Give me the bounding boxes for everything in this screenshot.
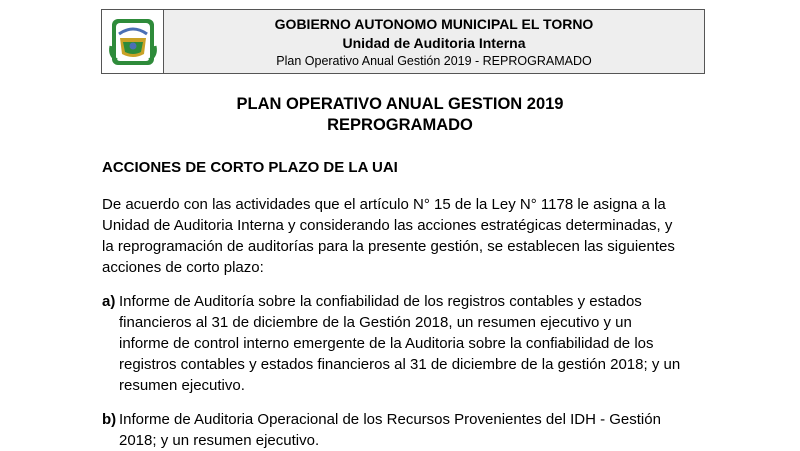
list-item-line: Informe de Auditoria Operacional de los Recursos Provenientes del IDH - Gestión bbox=[119, 411, 661, 428]
intro-line: la reprogramación de auditorías para la presente gestión, se establecen las siguientes bbox=[102, 238, 675, 255]
list-item-line: 2018; y un resumen ejecutivo. bbox=[119, 432, 320, 449]
unit-name: Unidad de Auditoria Interna bbox=[342, 35, 526, 51]
list-item-line: registros contables y estados financieros al 31 de diciembre de la gestión 2018; y un bbox=[119, 356, 681, 373]
list-item-label: a) bbox=[102, 293, 116, 310]
intro-line: De acuerdo con las actividades que el artículo N° 15 de la Ley N° 1178 le asigna a la bbox=[102, 196, 666, 213]
document-title-secondary: REPROGRAMADO bbox=[327, 116, 473, 134]
list-item-label: b) bbox=[102, 411, 117, 428]
list-item-line: informe de control interno emergente de la Auditoria sobre la confiabilidad de los bbox=[119, 335, 654, 352]
header-title-cell bbox=[164, 10, 704, 73]
intro-line: Unidad de Auditoria Interna y considerando las acciones estratégicas determinadas, y bbox=[102, 217, 673, 234]
municipal-logo-icon bbox=[107, 16, 159, 68]
header-subtitle: Plan Operativo Anual Gestión 2019 - REPROGRAMADO bbox=[276, 54, 592, 68]
intro-paragraph bbox=[102, 194, 705, 278]
document-title: PLAN OPERATIVO ANUAL GESTION 2019 bbox=[236, 95, 564, 113]
intro-line: acciones de corto plazo: bbox=[102, 259, 264, 276]
logo-cell bbox=[102, 10, 164, 73]
section-heading: ACCIONES DE CORTO PLAZO DE LA UAI bbox=[102, 159, 398, 176]
institution-name: GOBIERNO AUTONOMO MUNICIPAL EL TORNO bbox=[274, 16, 594, 32]
list-item-line: resumen ejecutivo. bbox=[119, 377, 245, 394]
list-item-text bbox=[119, 291, 705, 396]
list-item-line: financieros al 31 de diciembre de la Gestión 2018, un resumen ejecutivo y un bbox=[119, 314, 632, 331]
list-item bbox=[102, 291, 705, 396]
document-header bbox=[101, 9, 705, 74]
list-item-line: Informe de Auditoría sobre la confiabilidad de los registros contables y estados bbox=[119, 293, 642, 310]
